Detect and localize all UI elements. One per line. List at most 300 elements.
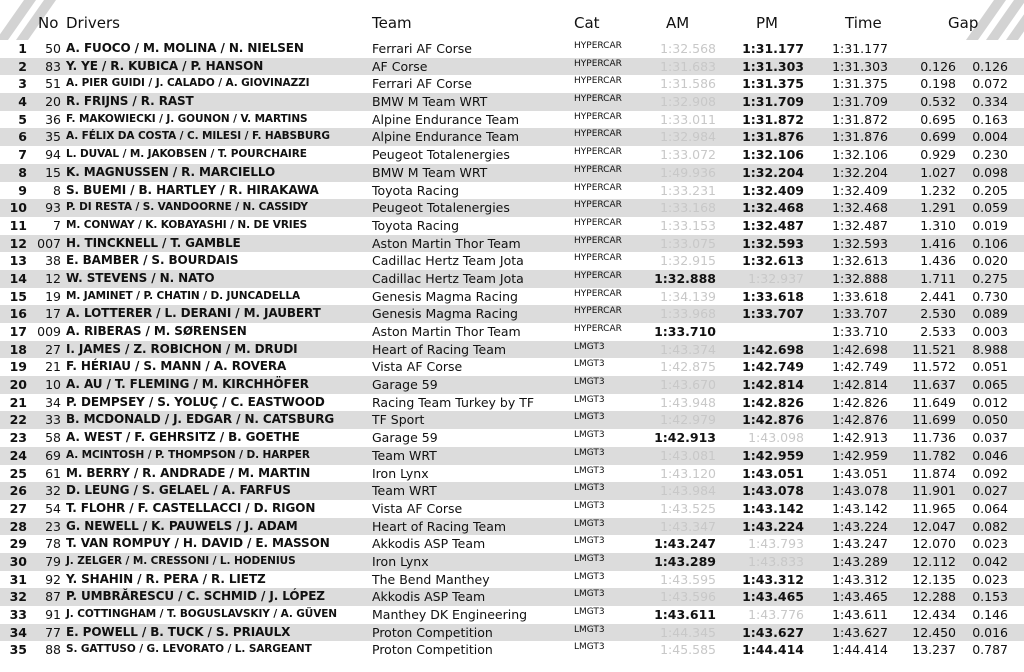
interval-cell: 0.163	[972, 111, 1008, 127]
pm-lap-cell: 1:32.593	[742, 235, 804, 251]
table-row	[0, 429, 1024, 447]
gap-cell: 2.533	[920, 324, 956, 339]
team-cell: Peugeot Totalenergies	[372, 200, 510, 216]
category-cell: LMGT3	[574, 394, 605, 405]
pm-lap-cell: 1:43.627	[742, 624, 804, 640]
interval-cell: 0.023	[972, 536, 1008, 552]
category-cell: HYPERCAR	[574, 41, 622, 51]
car-number-cell: 38	[45, 253, 61, 269]
pm-lap-cell: 1:44.414	[742, 642, 804, 658]
interval-cell: 0.004	[972, 129, 1008, 145]
position-cell: 11	[9, 217, 27, 233]
drivers-cell: A. LOTTERER / L. DERANI / M. JAUBERT	[66, 306, 321, 321]
am-lap-cell: 1:32.908	[660, 94, 716, 110]
gap-cell: 12.450	[912, 624, 956, 640]
best-time-cell: 1:42.913	[832, 430, 888, 446]
am-lap-cell: 1:33.710	[654, 324, 716, 339]
best-time-cell: 1:43.465	[832, 589, 888, 605]
team-cell: Aston Martin Thor Team	[372, 235, 521, 251]
position-cell: 32	[9, 589, 27, 605]
position-cell: 33	[9, 607, 27, 622]
pm-lap-cell: 1:31.709	[742, 94, 804, 110]
position-cell: 24	[9, 447, 27, 463]
interval-cell: 0.205	[972, 182, 1008, 198]
am-lap-cell: 1:43.120	[660, 465, 716, 481]
gap-cell: 12.070	[912, 536, 956, 552]
car-number-cell: 54	[45, 500, 61, 516]
interval-cell: 0.016	[972, 624, 1008, 640]
category-cell: HYPERCAR	[574, 111, 622, 122]
gap-cell: 0.126	[920, 58, 956, 74]
position-cell: 1	[18, 41, 27, 56]
pm-lap-cell: 1:32.409	[742, 182, 804, 198]
category-cell: HYPERCAR	[574, 253, 622, 264]
car-number-cell: 32	[45, 483, 61, 499]
category-cell: LMGT3	[574, 359, 605, 370]
am-lap-cell: 1:43.984	[660, 483, 716, 499]
position-cell: 35	[9, 642, 27, 658]
table-row	[0, 553, 1024, 571]
am-lap-cell: 1:31.683	[660, 58, 716, 74]
gap-cell: 12.047	[912, 518, 956, 534]
pm-lap-cell: 1:43.051	[742, 465, 804, 481]
best-time-cell: 1:31.876	[832, 129, 888, 145]
drivers-cell: J. COTTINGHAM / T. BOGUSLAVSKIY / A. GÜVEN	[66, 608, 337, 620]
header-gap: Gap	[948, 14, 979, 32]
drivers-cell: D. LEUNG / S. GELAEL / A. FARFUS	[66, 483, 291, 498]
team-cell: Genesis Magma Racing	[372, 306, 518, 322]
gap-cell: 1.310	[920, 217, 956, 233]
gap-cell: 11.874	[912, 465, 956, 481]
header-no: No	[38, 14, 59, 32]
best-time-cell: 1:32.888	[832, 270, 888, 286]
pm-lap-cell: 1:43.224	[742, 518, 804, 534]
table-row	[0, 199, 1024, 217]
car-number-cell: 10	[45, 377, 61, 393]
gap-cell: 11.637	[912, 377, 956, 393]
drivers-cell: Y. YE / R. KUBICA / P. HANSON	[66, 58, 264, 73]
position-cell: 21	[9, 394, 27, 410]
team-cell: Akkodis ASP Team	[372, 589, 486, 605]
best-time-cell: 1:43.611	[832, 607, 888, 622]
position-cell: 25	[9, 465, 27, 481]
category-cell: HYPERCAR	[574, 164, 622, 175]
pm-lap-cell: 1:42.826	[742, 394, 804, 410]
best-time-cell: 1:43.247	[832, 536, 888, 552]
pm-lap-cell: 1:32.106	[742, 147, 804, 163]
gap-cell: 11.782	[912, 447, 956, 463]
position-cell: 17	[9, 324, 27, 339]
team-cell: Proton Competition	[372, 624, 493, 640]
table-row	[0, 252, 1024, 270]
drivers-cell: R. FRIJNS / R. RAST	[66, 94, 194, 109]
category-cell: HYPERCAR	[574, 235, 622, 246]
interval-cell: 8.988	[972, 341, 1008, 357]
am-lap-cell: 1:44.345	[660, 624, 716, 640]
best-time-cell: 1:33.618	[832, 288, 888, 304]
car-number-cell: 58	[45, 430, 61, 446]
position-cell: 14	[9, 270, 27, 286]
pm-lap-cell: 1:42.749	[742, 359, 804, 375]
best-time-cell: 1:31.177	[832, 41, 888, 56]
table-row	[0, 465, 1024, 483]
drivers-cell: A. AU / T. FLEMING / M. KIRCHHÖFER	[66, 377, 309, 392]
team-cell: Heart of Racing Team	[372, 341, 507, 357]
am-lap-cell: 1:33.072	[660, 147, 716, 163]
interval-cell: 0.012	[972, 394, 1008, 410]
gap-cell: 11.521	[912, 341, 956, 357]
table-row	[0, 518, 1024, 536]
team-cell: Akkodis ASP Team	[372, 536, 486, 552]
position-cell: 31	[9, 571, 27, 587]
best-time-cell: 1:42.698	[832, 341, 888, 357]
drivers-cell: G. NEWELL / K. PAUWELS / J. ADAM	[66, 518, 298, 533]
team-cell: Peugeot Totalenergies	[372, 147, 510, 163]
drivers-cell: M. JAMINET / P. CHATIN / D. JUNCADELLA	[66, 289, 300, 302]
table-row	[0, 641, 1024, 659]
table-row	[0, 217, 1024, 235]
drivers-cell: S. GATTUSO / G. LEVORATO / L. SARGEANT	[66, 643, 312, 656]
table-row	[0, 235, 1024, 253]
drivers-cell: A. FÉLIX DA COSTA / C. MILESI / F. HABSBURG	[66, 130, 330, 143]
car-number-cell: 007	[37, 235, 61, 251]
team-cell: Manthey DK Engineering	[372, 607, 528, 622]
category-cell: LMGT3	[574, 589, 605, 600]
best-time-cell: 1:43.078	[832, 483, 888, 499]
table-row	[0, 376, 1024, 394]
team-cell: Heart of Racing Team	[372, 518, 507, 534]
category-cell: HYPERCAR	[574, 58, 622, 69]
gap-cell: 11.649	[912, 394, 956, 410]
category-cell: LMGT3	[574, 642, 605, 653]
car-number-cell: 91	[45, 607, 61, 622]
car-number-cell: 17	[45, 306, 61, 322]
drivers-cell: J. ZELGER / M. CRESSONI / L. HODENIUS	[66, 554, 296, 567]
position-cell: 19	[9, 359, 27, 375]
best-time-cell: 1:32.106	[832, 147, 888, 163]
drivers-cell: F. HÉRIAU / S. MANN / A. ROVERA	[66, 359, 287, 374]
am-lap-cell: 1:43.247	[654, 536, 716, 552]
best-time-cell: 1:31.375	[832, 76, 888, 92]
am-lap-cell: 1:43.670	[660, 377, 716, 393]
team-cell: BMW M Team WRT	[372, 164, 488, 180]
gap-cell: 1.711	[920, 270, 956, 286]
am-lap-cell: 1:42.913	[654, 430, 716, 446]
category-cell: LMGT3	[574, 500, 605, 511]
car-number-cell: 61	[45, 465, 61, 481]
category-cell: LMGT3	[574, 483, 605, 494]
best-time-cell: 1:31.872	[832, 111, 888, 127]
position-cell: 4	[18, 94, 27, 110]
pm-lap-cell: 1:33.618	[742, 288, 804, 304]
position-cell: 20	[9, 377, 27, 393]
category-cell: LMGT3	[574, 536, 605, 547]
am-lap-cell: 1:42.875	[660, 359, 716, 375]
gap-cell: 1.291	[920, 200, 956, 216]
interval-cell: 0.027	[972, 483, 1008, 499]
team-cell: Alpine Endurance Team	[372, 111, 519, 127]
gap-cell: 12.288	[912, 589, 956, 605]
best-time-cell: 1:42.959	[832, 447, 888, 463]
am-lap-cell: 1:43.611	[654, 607, 716, 622]
position-cell: 34	[9, 624, 27, 640]
car-number-cell: 36	[45, 111, 61, 127]
interval-cell: 0.042	[972, 553, 1008, 569]
drivers-cell: F. MAKOWIECKI / J. GOUNON / V. MARTINS	[66, 112, 308, 125]
category-cell: LMGT3	[574, 412, 605, 423]
pm-lap-cell: 1:43.098	[748, 430, 804, 446]
drivers-cell: M. CONWAY / K. KOBAYASHI / N. DE VRIES	[66, 218, 308, 231]
car-number-cell: 78	[45, 536, 61, 552]
best-time-cell: 1:42.749	[832, 359, 888, 375]
interval-cell: 0.082	[972, 518, 1008, 534]
table-row	[0, 128, 1024, 146]
gap-cell: 0.929	[920, 147, 956, 163]
interval-cell: 0.023	[972, 571, 1008, 587]
best-time-cell: 1:32.593	[832, 235, 888, 251]
team-cell: TF Sport	[372, 412, 425, 428]
interval-cell: 0.064	[972, 500, 1008, 516]
table-row	[0, 305, 1024, 323]
drivers-cell: K. MAGNUSSEN / R. MARCIELLO	[66, 164, 276, 179]
drivers-cell: T. VAN ROMPUY / H. DAVID / E. MASSON	[66, 536, 330, 551]
category-cell: HYPERCAR	[574, 288, 622, 299]
am-lap-cell: 1:34.139	[660, 288, 716, 304]
category-cell: HYPERCAR	[574, 217, 622, 228]
header-am: AM	[666, 14, 690, 32]
drivers-cell: A. MCINTOSH / P. THOMPSON / D. HARPER	[66, 448, 310, 461]
results-table	[0, 40, 1024, 659]
best-time-cell: 1:43.312	[832, 571, 888, 587]
am-lap-cell: 1:31.586	[660, 76, 716, 92]
drivers-cell: P. UMBRĂRESCU / C. SCHMID / J. LÓPEZ	[66, 589, 325, 604]
car-number-cell: 12	[45, 270, 61, 286]
car-number-cell: 79	[45, 553, 61, 569]
gap-cell: 11.699	[912, 412, 956, 428]
category-cell: LMGT3	[574, 377, 605, 388]
am-lap-cell: 1:33.075	[660, 235, 716, 251]
drivers-cell: B. MCDONALD / J. EDGAR / N. CATSBURG	[66, 412, 335, 427]
am-lap-cell: 1:43.948	[660, 394, 716, 410]
am-lap-cell: 1:33.231	[660, 182, 716, 198]
interval-cell: 0.050	[972, 412, 1008, 428]
pm-lap-cell: 1:31.375	[742, 76, 804, 92]
table-row	[0, 411, 1024, 429]
team-cell: Aston Martin Thor Team	[372, 324, 521, 339]
table-row	[0, 93, 1024, 111]
interval-cell: 0.230	[972, 147, 1008, 163]
category-cell: LMGT3	[574, 624, 605, 635]
team-cell: BMW M Team WRT	[372, 94, 488, 110]
pm-lap-cell: 1:42.959	[742, 447, 804, 463]
am-lap-cell: 1:32.568	[660, 41, 716, 56]
table-header	[0, 14, 1024, 36]
team-cell: Toyota Racing	[372, 217, 460, 233]
pm-lap-cell: 1:43.776	[748, 607, 804, 622]
table-row	[0, 341, 1024, 359]
gap-cell: 11.572	[912, 359, 956, 375]
table-row	[0, 624, 1024, 642]
pm-lap-cell: 1:43.793	[748, 536, 804, 552]
drivers-cell: E. BAMBER / S. BOURDAIS	[66, 253, 239, 268]
pm-lap-cell: 1:31.177	[742, 41, 804, 56]
table-row	[0, 146, 1024, 164]
car-number-cell: 51	[45, 76, 61, 92]
pm-lap-cell: 1:31.872	[742, 111, 804, 127]
position-cell: 28	[9, 518, 27, 534]
team-cell: Racing Team Turkey by TF	[372, 394, 535, 410]
position-cell: 23	[9, 430, 27, 446]
car-number-cell: 23	[45, 518, 61, 534]
best-time-cell: 1:42.814	[832, 377, 888, 393]
gap-cell: 12.135	[912, 571, 956, 587]
gap-cell: 0.198	[920, 76, 956, 92]
best-time-cell: 1:43.627	[832, 624, 888, 640]
gap-cell: 11.736	[912, 430, 956, 446]
am-lap-cell: 1:43.289	[654, 553, 716, 569]
table-row	[0, 288, 1024, 306]
category-cell: HYPERCAR	[574, 306, 622, 317]
am-lap-cell: 1:33.968	[660, 306, 716, 322]
team-cell: Genesis Magma Racing	[372, 288, 518, 304]
am-lap-cell: 1:43.081	[660, 447, 716, 463]
car-number-cell: 7	[53, 217, 61, 233]
car-number-cell: 20	[45, 94, 61, 110]
position-cell: 12	[9, 235, 27, 251]
position-cell: 29	[9, 536, 27, 552]
am-lap-cell: 1:43.347	[660, 518, 716, 534]
best-time-cell: 1:43.224	[832, 518, 888, 534]
team-cell: Garage 59	[372, 377, 438, 393]
car-number-cell: 15	[45, 164, 61, 180]
table-row	[0, 482, 1024, 500]
gap-cell: 2.530	[920, 306, 956, 322]
team-cell: Iron Lynx	[372, 465, 429, 481]
category-cell: LMGT3	[574, 518, 605, 529]
team-cell: Alpine Endurance Team	[372, 129, 519, 145]
pm-lap-cell: 1:43.142	[742, 500, 804, 516]
pm-lap-cell: 1:42.698	[742, 341, 804, 357]
team-cell: Team WRT	[372, 483, 437, 499]
am-lap-cell: 1:32.888	[654, 270, 716, 286]
car-number-cell: 21	[45, 359, 61, 375]
best-time-cell: 1:43.051	[832, 465, 888, 481]
pm-lap-cell: 1:43.078	[742, 483, 804, 499]
car-number-cell: 33	[45, 412, 61, 428]
drivers-cell: H. TINCKNELL / T. GAMBLE	[66, 235, 241, 250]
gap-cell: 12.112	[912, 553, 956, 569]
drivers-cell: T. FLOHR / F. CASTELLACCI / D. RIGON	[66, 500, 316, 515]
best-time-cell: 1:44.414	[832, 642, 888, 658]
category-cell: HYPERCAR	[574, 147, 622, 158]
am-lap-cell: 1:33.011	[660, 111, 716, 127]
drivers-cell: Y. SHAHIN / R. PERA / R. LIETZ	[66, 571, 266, 586]
gap-cell: 1.232	[920, 182, 956, 198]
interval-cell: 0.730	[972, 288, 1008, 304]
team-cell: Proton Competition	[372, 642, 493, 658]
position-cell: 18	[9, 341, 27, 357]
gap-cell: 12.434	[912, 607, 956, 622]
gap-cell: 13.237	[912, 642, 956, 658]
team-cell: Toyota Racing	[372, 182, 460, 198]
car-number-cell: 35	[45, 129, 61, 145]
best-time-cell: 1:43.289	[832, 553, 888, 569]
gap-cell: 0.532	[920, 94, 956, 110]
drivers-cell: P. DI RESTA / S. VANDOORNE / N. CASSIDY	[66, 201, 308, 214]
interval-cell: 0.787	[972, 642, 1008, 658]
car-number-cell: 34	[45, 394, 61, 410]
gap-cell: 1.436	[920, 253, 956, 269]
table-row	[0, 606, 1024, 624]
drivers-cell: M. BERRY / R. ANDRADE / M. MARTIN	[66, 465, 311, 480]
pm-lap-cell: 1:42.814	[742, 377, 804, 393]
am-lap-cell: 1:42.979	[660, 412, 716, 428]
table-row	[0, 111, 1024, 129]
table-row	[0, 447, 1024, 465]
table-row	[0, 58, 1024, 76]
drivers-cell: P. DEMPSEY / S. YOLUÇ / C. EASTWOOD	[66, 394, 325, 409]
category-cell: HYPERCAR	[574, 200, 622, 211]
category-cell: HYPERCAR	[574, 182, 622, 193]
am-lap-cell: 1:49.936	[660, 164, 716, 180]
car-number-cell: 19	[45, 288, 61, 304]
pm-lap-cell: 1:43.833	[748, 553, 804, 569]
pm-lap-cell: 1:43.465	[742, 589, 804, 605]
table-row	[0, 270, 1024, 288]
team-cell: Ferrari AF Corse	[372, 76, 472, 92]
am-lap-cell: 1:43.595	[660, 571, 716, 587]
table-row	[0, 588, 1024, 606]
interval-cell: 0.003	[972, 324, 1008, 339]
table-row	[0, 358, 1024, 376]
table-row	[0, 75, 1024, 93]
team-cell: AF Corse	[372, 58, 428, 74]
team-cell: Iron Lynx	[372, 553, 429, 569]
category-cell: LMGT3	[574, 607, 605, 617]
interval-cell: 0.046	[972, 447, 1008, 463]
am-lap-cell: 1:32.915	[660, 253, 716, 269]
drivers-cell: A. FUOCO / M. MOLINA / N. NIELSEN	[66, 41, 304, 55]
gap-cell: 1.416	[920, 235, 956, 251]
pm-lap-cell: 1:33.707	[742, 306, 804, 322]
am-lap-cell: 1:43.596	[660, 589, 716, 605]
header-team: Team	[372, 14, 412, 32]
am-lap-cell: 1:43.374	[660, 341, 716, 357]
table-row	[0, 571, 1024, 589]
interval-cell: 0.153	[972, 589, 1008, 605]
table-row	[0, 40, 1024, 58]
pm-lap-cell: 1:32.204	[742, 164, 804, 180]
interval-cell: 0.020	[972, 253, 1008, 269]
interval-cell: 0.019	[972, 217, 1008, 233]
car-number-cell: 83	[45, 58, 61, 74]
best-time-cell: 1:33.707	[832, 306, 888, 322]
team-cell: Team WRT	[372, 447, 437, 463]
position-cell: 10	[9, 200, 27, 216]
interval-cell: 0.106	[972, 235, 1008, 251]
position-cell: 8	[18, 164, 27, 180]
position-cell: 7	[18, 147, 27, 163]
gap-cell: 0.695	[920, 111, 956, 127]
car-number-cell: 94	[45, 147, 61, 163]
header-cat: Cat	[574, 14, 600, 32]
drivers-cell: I. JAMES / Z. ROBICHON / M. DRUDI	[66, 341, 298, 356]
pm-lap-cell: 1:43.312	[742, 571, 804, 587]
position-cell: 13	[9, 253, 27, 269]
drivers-cell: E. POWELL / B. TUCK / S. PRIAULX	[66, 624, 291, 639]
interval-cell: 0.059	[972, 200, 1008, 216]
best-time-cell: 1:32.487	[832, 217, 888, 233]
